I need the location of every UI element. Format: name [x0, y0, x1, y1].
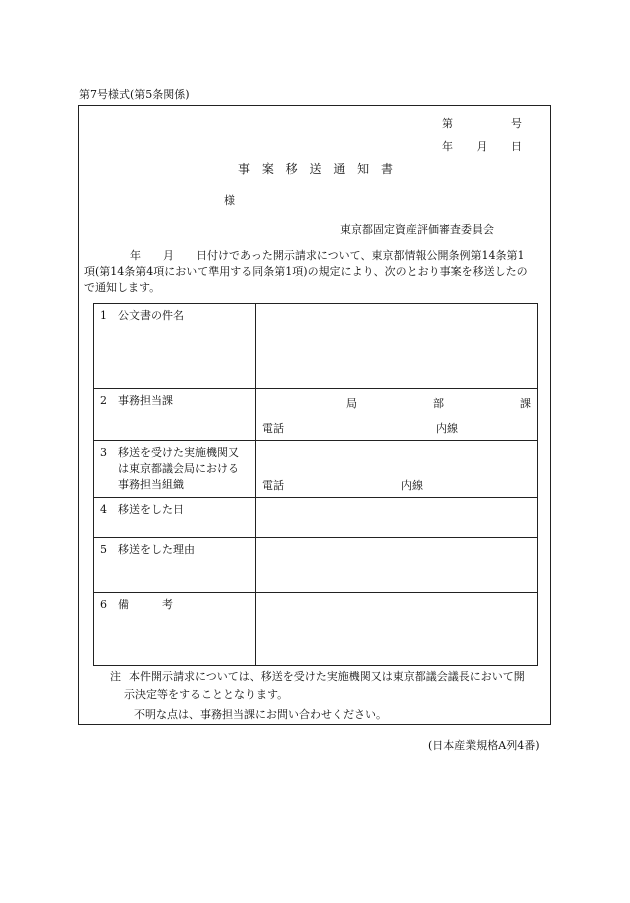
addressee: 様 [224, 194, 235, 207]
tel-label: 電話 [262, 422, 284, 435]
document-number [442, 115, 522, 131]
body-line-3: で通知します。 [84, 281, 161, 294]
document-date [442, 138, 522, 154]
date-month: 月 [476, 140, 488, 153]
body-text [84, 248, 546, 296]
transfer-date-field[interactable] [256, 498, 538, 538]
note-2: 不明な点は、事務担当課にお問い合わせください。 [134, 708, 387, 721]
title-char: 送 [309, 162, 322, 176]
number-prefix: 第 [442, 117, 453, 130]
paper-standard: (日本産業規格A列4番) [428, 739, 540, 752]
body-month: 月 [163, 249, 174, 262]
note-1-text: 本件開示請求については、移送を受けた実施機関又は東京都議会議長において開 [129, 670, 525, 683]
row-label: 3 移送を受けた実施機関又は東京都議会局における事務担当組織 [94, 441, 256, 498]
row-label: 5 移送をした理由 [94, 538, 256, 593]
department-field[interactable] [256, 389, 538, 441]
title-char: 移 [285, 162, 298, 176]
body-line-1-rest: 日付けであった開示請求について、東京都情報公開条例第14条第1 [196, 249, 525, 262]
items-table [93, 303, 538, 666]
tel-label: 電話 [262, 479, 284, 492]
note-1 [110, 668, 525, 684]
title-char: 案 [261, 162, 274, 176]
division-label: 部 [433, 397, 444, 410]
table-row [94, 538, 538, 593]
title-char: 書 [380, 162, 393, 176]
receiving-org-field[interactable] [256, 441, 538, 498]
title-char: 通 [333, 162, 346, 176]
section-label: 課 [520, 397, 531, 410]
ext-label: 内線 [436, 422, 458, 435]
subject-field[interactable] [256, 304, 538, 389]
title-char: 知 [357, 162, 370, 176]
table-row [94, 304, 538, 389]
row-label: 2 事務担当課 [94, 389, 256, 441]
body-line-2: 項(第14条第4項において準用する同条第1項)の規定により、次のとおり事案を移送したの [84, 265, 528, 278]
sender: 東京都固定資産評価審査委員会 [340, 223, 494, 236]
date-day: 日 [511, 140, 522, 153]
note-1-continued: 示決定等をすることとなります。 [124, 688, 289, 701]
transfer-reason-field[interactable] [256, 538, 538, 593]
date-year: 年 [442, 140, 453, 153]
form-id: 第7号様式(第5条関係) [79, 88, 190, 101]
table-row [94, 593, 538, 666]
document-title [238, 160, 393, 177]
bureau-label: 局 [346, 397, 357, 410]
body-year: 年 [130, 249, 141, 262]
remarks-field[interactable] [256, 593, 538, 666]
number-suffix: 号 [511, 117, 522, 130]
body-line-1 [84, 248, 546, 264]
title-char: 事 [238, 162, 251, 176]
row-label: 6 備 考 [94, 593, 256, 666]
ext-label: 内線 [401, 479, 423, 492]
row-label: 4 移送をした日 [94, 498, 256, 538]
table-row [94, 498, 538, 538]
note-prefix: 注 [110, 670, 121, 683]
table-row [94, 441, 538, 498]
table-row [94, 389, 538, 441]
row-label: 1 公文書の件名 [94, 304, 256, 389]
